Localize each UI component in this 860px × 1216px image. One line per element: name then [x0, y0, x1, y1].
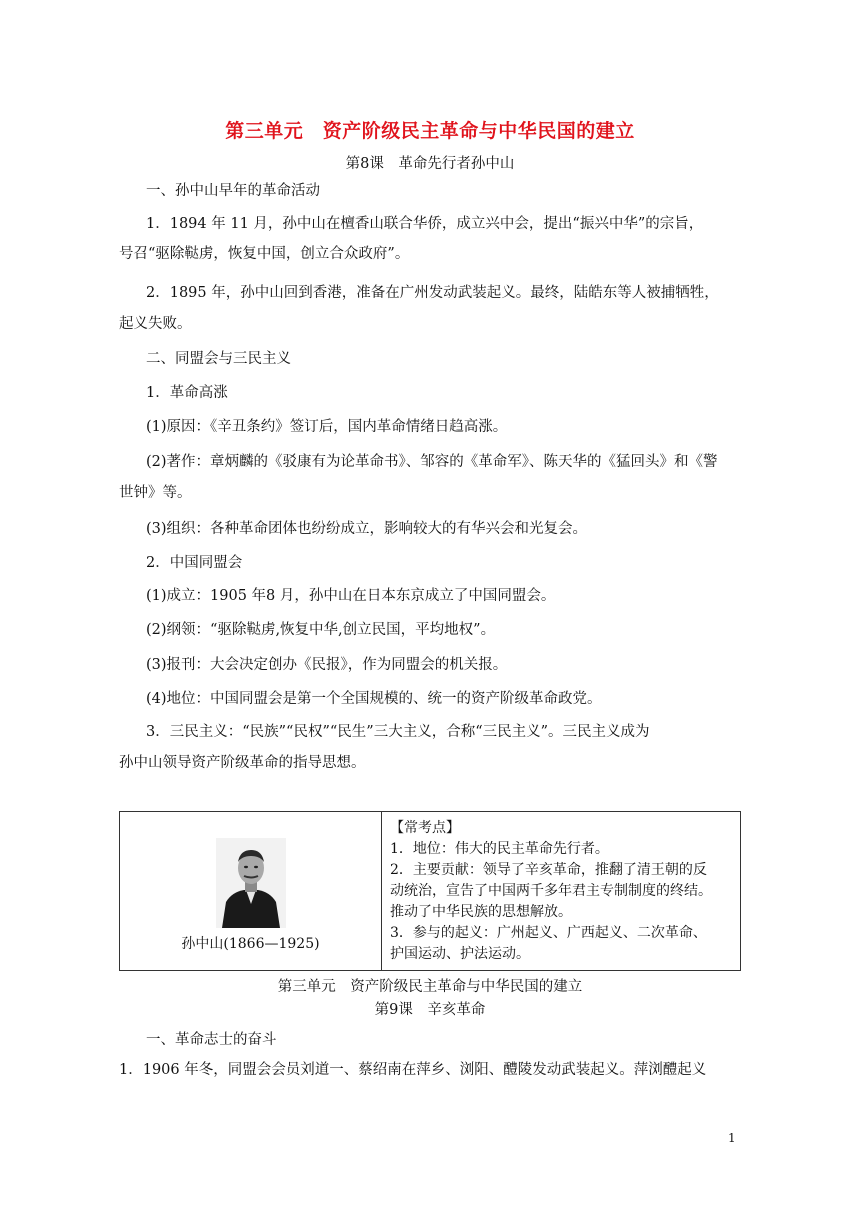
section-heading: 一、革命志士的奋斗: [146, 1032, 277, 1048]
paragraph: 1．1906 年冬，同盟会会员刘道一、蔡绍南在萍乡、浏阳、醴陵发动武装起义。萍浏醴起义: [119, 1062, 707, 1078]
unit-title-repeat: 第三单元 资产阶级民主革命与中华民国的建立: [277, 979, 583, 995]
paragraph: (3)组织：各种革命团体也纷纷成立，影响较大的有华兴会和光复会。: [146, 521, 588, 537]
paragraph: 1．1894 年 11 月，孙中山在檀香山联合华侨，成立兴中会，提出“振兴中华”的宗旨，: [146, 216, 704, 232]
portrait-photo: [216, 838, 286, 928]
key-point-line: 护国运动、护法运动。: [390, 946, 530, 962]
key-points-heading: 【常考点】: [390, 820, 460, 836]
paragraph: 起义失败。: [119, 316, 192, 332]
paragraph: (3)报刊：大会决定创办《民报》，作为同盟会的机关报。: [146, 657, 508, 673]
paragraph: (1)成立：1905 年8 月，孙中山在日本东京成立了中国同盟会。: [146, 588, 556, 604]
paragraph: 孙中山领导资产阶级革命的指导思想。: [119, 755, 366, 771]
subheading: 1．革命高涨: [146, 385, 228, 401]
key-point-line: 3．参与的起义：广州起义、广西起义、二次革命、: [390, 925, 707, 941]
lesson-8-title: 第8课 革命先行者孙中山: [345, 156, 515, 172]
subheading: 2．中国同盟会: [146, 555, 243, 571]
page-number: 1: [728, 1131, 736, 1145]
paragraph: 3．三民主义：“民族”“民权”“民生”三大主义，合称“三民主义”。三民主义成为: [146, 724, 650, 740]
key-point-line: 2．主要贡献：领导了辛亥革命，推翻了清王朝的反: [390, 862, 707, 878]
key-point-line: 推动了中华民族的思想解放。: [390, 904, 572, 920]
paragraph: (2)纲领：“驱除鞑虏,恢复中华,创立民国，平均地权”。: [146, 622, 496, 638]
paragraph: 世钟》等。: [119, 485, 192, 501]
key-point-line: 动统治，宣告了中国两千多年君主专制制度的终结。: [390, 883, 712, 899]
paragraph: 2．1895 年，孙中山回到香港，准备在广州发动武装起义。最终，陆皓东等人被捕牺牲，: [146, 285, 719, 301]
section-1-heading: 一、孙中山早年的革命活动: [146, 183, 320, 199]
unit-title: 第三单元 资产阶级民主革命与中华民国的建立: [225, 120, 635, 142]
paragraph: (2)著作：章炳麟的《驳康有为论革命书》、邹容的《革命军》、陈天华的《猛回头》和《警: [146, 454, 718, 470]
section-2-heading: 二、同盟会与三民主义: [146, 351, 291, 367]
paragraph: (1)原因：《辛丑条约》签订后，国内革命情绪日趋高涨。: [146, 419, 508, 435]
photo-caption: 孙中山(1866—1925): [181, 936, 320, 952]
paragraph: 号召“驱除鞑虏，恢复中国，创立合众政府”。: [119, 246, 410, 262]
key-points-table: [119, 811, 741, 971]
table-divider: [381, 812, 382, 970]
lesson-9-title: 第9课 辛亥革命: [374, 1002, 486, 1018]
paragraph: (4)地位：中国同盟会是第一个全国规模的、统一的资产阶级革命政党。: [146, 691, 602, 707]
key-point-line: 1．地位：伟大的民主革命先行者。: [390, 841, 609, 857]
key-points: [390, 818, 740, 965]
